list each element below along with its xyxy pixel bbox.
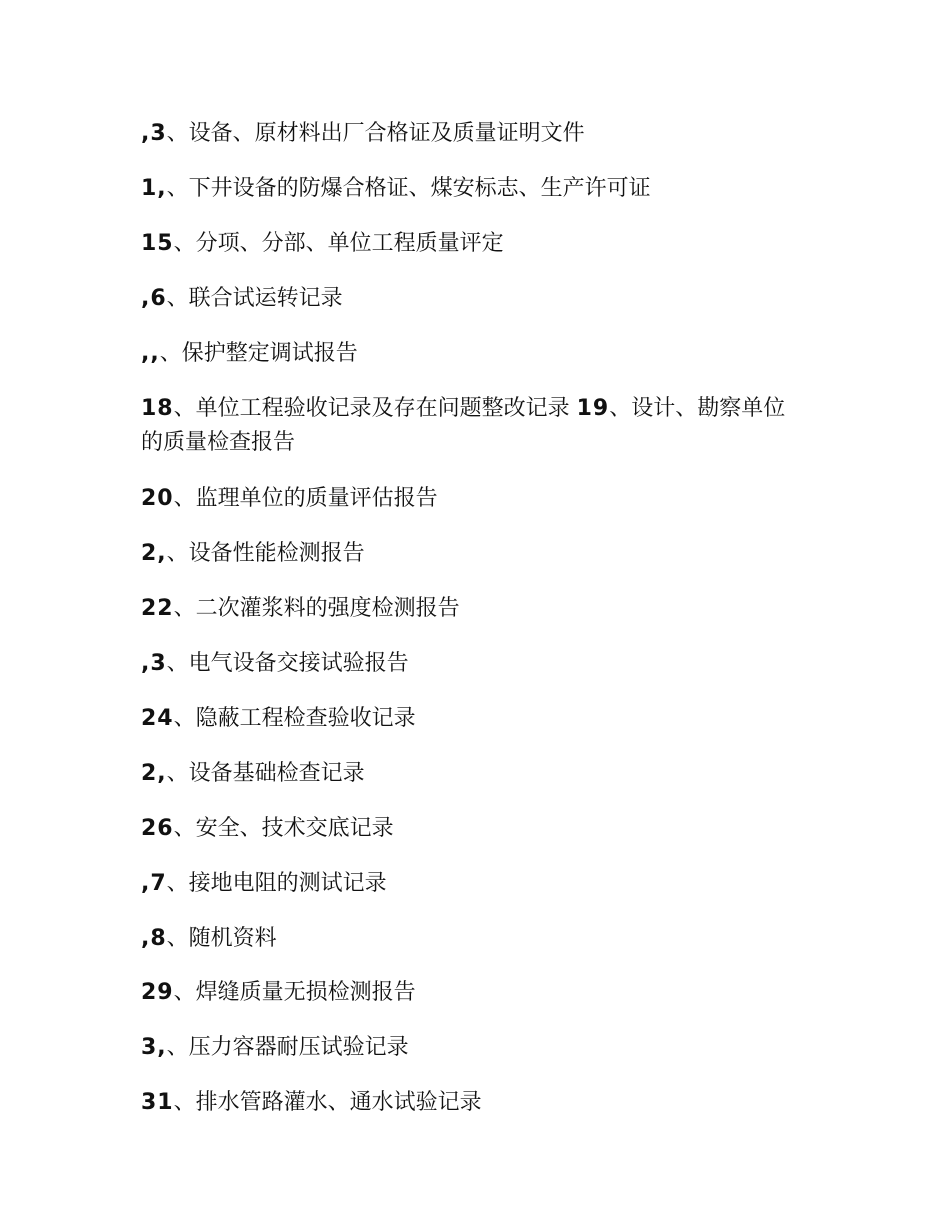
item-text: 、隐蔽工程检查验收记录 [173, 706, 416, 731]
item-text: 、分项、分部、单位工程质量评定 [173, 231, 504, 256]
list-item [141, 702, 821, 736]
item-number: 3, [141, 1035, 167, 1060]
list-item [141, 1086, 821, 1120]
list-item [141, 117, 821, 151]
item-text: 、下井设备的防爆合格证、煤安标志、生产许可证 [166, 176, 651, 201]
item-text: 、随机资料 [166, 926, 277, 951]
item-text: 、联合试运转记录 [166, 286, 343, 311]
item-number: 24 [141, 706, 174, 731]
item-number: 15 [141, 231, 174, 256]
item-text: 、监理单位的质量评估报告 [173, 486, 438, 511]
item-text: 、设备性能检测报告 [166, 541, 365, 566]
item-text: 、压力容器耐压试验记录 [166, 1035, 409, 1060]
item-number: 26 [141, 816, 174, 841]
item-number: 1, [141, 176, 167, 201]
item-text: 、单位工程验收记录及存在问题整改记录 [173, 396, 577, 421]
item-number: ,3 [141, 121, 167, 146]
list-item [141, 976, 821, 1010]
list-item [141, 647, 821, 681]
list-item [141, 337, 821, 371]
item-text: 、焊缝质量无损检测报告 [173, 980, 416, 1005]
item-number: 19 [576, 396, 610, 421]
item-number: 22 [141, 596, 174, 621]
item-number: 2, [141, 541, 167, 566]
item-number: 18 [141, 396, 174, 421]
item-text: 、保护整定调试报告 [159, 341, 358, 366]
list-item [141, 592, 821, 626]
item-number: ,6 [141, 286, 167, 311]
list-item [141, 227, 821, 261]
list-item [141, 757, 821, 791]
item-text: 、设备、原材料出厂合格证及质量证明文件 [166, 121, 585, 146]
item-text: 、设计、勘察单位的质量检查报告 [141, 396, 786, 455]
list-item [141, 392, 806, 460]
item-number: 31 [141, 1090, 174, 1115]
list-item [141, 867, 821, 901]
item-number: ,7 [141, 871, 167, 896]
list-item [141, 1031, 821, 1065]
item-text: 、设备基础检查记录 [166, 761, 365, 786]
item-number: 2, [141, 761, 167, 786]
item-number: ,, [141, 341, 160, 366]
item-number: 29 [141, 980, 174, 1005]
item-text: 、排水管路灌水、通水试验记录 [173, 1090, 482, 1115]
list-item [141, 922, 821, 956]
list-item [141, 282, 821, 316]
list-item [141, 172, 821, 206]
item-text: 、二次灌浆料的强度检测报告 [173, 596, 460, 621]
item-text: 、安全、技术交底记录 [173, 816, 394, 841]
list-item [141, 537, 821, 571]
item-text: 、电气设备交接试验报告 [166, 651, 409, 676]
item-number: ,8 [141, 926, 167, 951]
item-text: 、接地电阻的测试记录 [166, 871, 387, 896]
item-number: 20 [141, 486, 174, 511]
item-number: ,3 [141, 651, 167, 676]
list-item [141, 812, 821, 846]
list-item [141, 482, 821, 516]
